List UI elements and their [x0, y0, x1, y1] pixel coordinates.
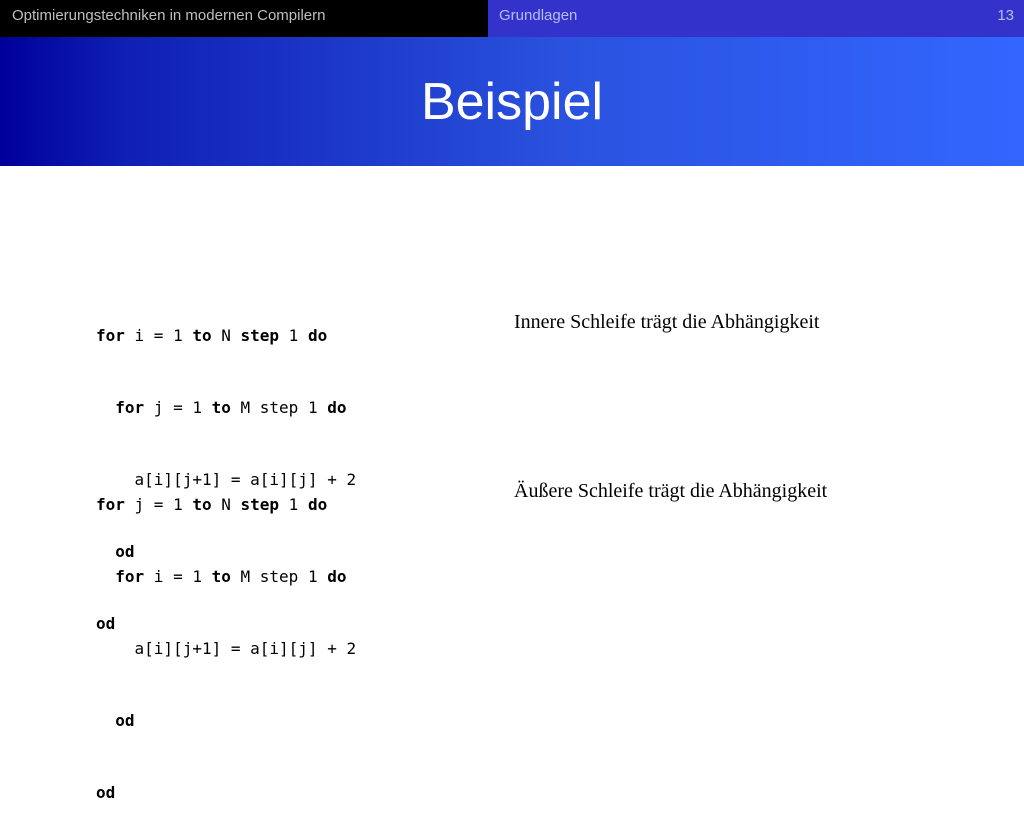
code-line	[96, 709, 356, 733]
note-outer-loop: Äußere Schleife trägt die Abhängigkeit	[514, 480, 828, 502]
keyword: for	[96, 326, 125, 345]
code-indent	[96, 398, 115, 417]
keyword: do	[327, 398, 347, 417]
keyword: to	[211, 398, 231, 417]
keyword: for	[96, 495, 125, 514]
keyword: to	[211, 567, 231, 586]
code-text: 1	[279, 495, 308, 514]
keyword: for	[115, 567, 145, 586]
keyword: do	[307, 326, 328, 345]
frame-title: Beispiel	[420, 72, 604, 131]
code-text: N	[211, 326, 241, 345]
note-inner-loop: Innere Schleife trägt die Abhängigkeit	[514, 311, 820, 333]
code-line: a[i][j+1] = a[i][j] + 2	[96, 639, 357, 658]
keyword: for	[115, 398, 145, 417]
code-line	[96, 493, 356, 517]
code-text: N	[211, 495, 241, 514]
keyword: od	[96, 783, 116, 802]
keyword: od	[115, 542, 135, 561]
code-text: j = 1	[124, 495, 193, 514]
keyword: to	[192, 495, 212, 514]
keyword: od	[115, 711, 135, 730]
headline-bar	[0, 0, 1024, 37]
code-line	[96, 781, 356, 805]
code-line	[96, 565, 356, 589]
code-indent	[96, 567, 115, 586]
presentation-title: Optimierungstechniken in modernen Compilern	[0, 0, 488, 37]
keyword: to	[192, 326, 212, 345]
code-text: i = 1	[144, 567, 212, 586]
code-text: M step 1	[230, 398, 328, 417]
keyword: od	[96, 614, 116, 633]
code-line	[96, 396, 356, 420]
keyword: do	[307, 495, 328, 514]
keyword: do	[327, 567, 347, 586]
code-line: a[i][j+1] = a[i][j] + 2	[96, 470, 357, 489]
code-indent	[96, 711, 115, 730]
page-number: 13	[997, 7, 1014, 24]
keyword: step	[240, 495, 280, 514]
code-line	[96, 324, 356, 348]
code-text: i = 1	[124, 326, 193, 345]
code-block-outer-loop	[96, 445, 356, 829]
code-text: j = 1	[144, 398, 212, 417]
code-text: M step 1	[230, 567, 328, 586]
keyword: step	[240, 326, 280, 345]
section-bar	[488, 0, 1024, 37]
section-name: Grundlagen	[499, 7, 578, 24]
code-text: 1	[279, 326, 308, 345]
